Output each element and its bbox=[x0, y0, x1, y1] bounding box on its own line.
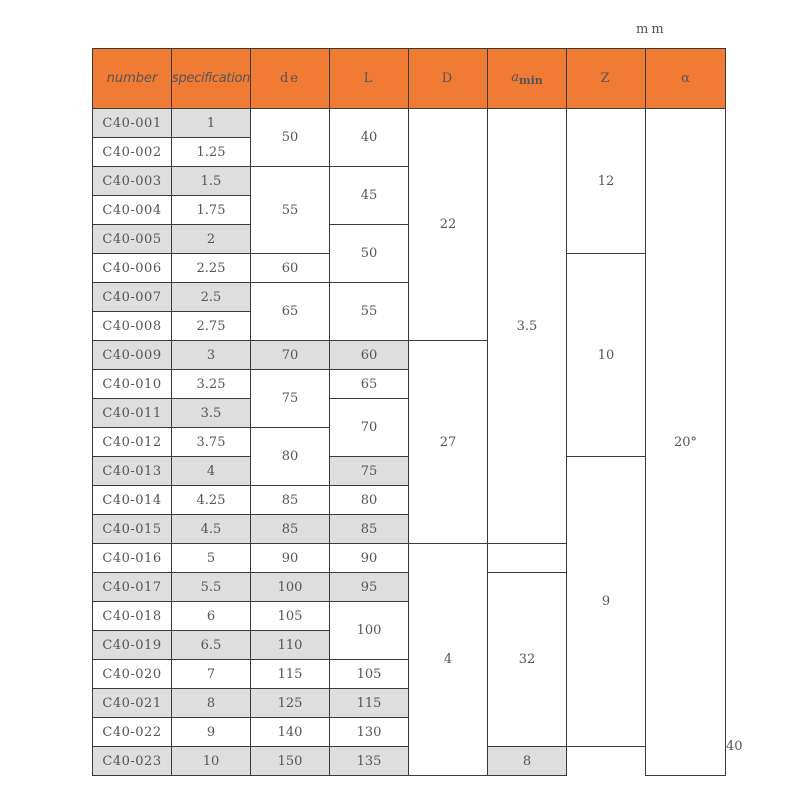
cell-l: 70 bbox=[330, 399, 409, 457]
cell-number: C40-013 bbox=[93, 457, 172, 486]
header-a-min bbox=[488, 49, 567, 109]
cell-de: 140 bbox=[251, 718, 330, 747]
cell-number: C40-003 bbox=[93, 167, 172, 196]
cell-l: 95 bbox=[330, 573, 409, 602]
cell-de: 115 bbox=[251, 660, 330, 689]
cell-spec: 1.5 bbox=[172, 167, 251, 196]
cell-number: C40-011 bbox=[93, 399, 172, 428]
cell-number: C40-019 bbox=[93, 631, 172, 660]
cell-number: C40-002 bbox=[93, 138, 172, 167]
cell-spec: 9 bbox=[172, 718, 251, 747]
cell-number: C40-006 bbox=[93, 254, 172, 283]
cell-z: 10 bbox=[567, 254, 646, 457]
cell-z: 9 bbox=[567, 457, 646, 747]
cell-de: 110 bbox=[251, 631, 330, 660]
cell-number: C40-012 bbox=[93, 428, 172, 457]
cell-l: 55 bbox=[330, 283, 409, 341]
cell-l: 75 bbox=[330, 457, 409, 486]
table-row: C40-022 9 140 130 40 bbox=[93, 718, 726, 747]
cell-alpha: 20° bbox=[646, 109, 726, 776]
cell-l: 65 bbox=[330, 370, 409, 399]
cell-l: 130 bbox=[330, 718, 409, 747]
cell-d: 32 bbox=[488, 573, 567, 747]
header-alpha: α bbox=[646, 49, 726, 109]
cell-spec: 1 bbox=[172, 109, 251, 138]
cell-de: 80 bbox=[251, 428, 330, 486]
cell-de: 55 bbox=[251, 167, 330, 254]
cell-number: C40-020 bbox=[93, 660, 172, 689]
cell-spec: 3.5 bbox=[172, 399, 251, 428]
cell-spec: 1.25 bbox=[172, 138, 251, 167]
cell-d: 27 bbox=[409, 341, 488, 544]
cell-de: 70 bbox=[251, 341, 330, 370]
cell-l: 90 bbox=[330, 544, 409, 573]
cell-number: C40-018 bbox=[93, 602, 172, 631]
cell-l: 60 bbox=[330, 341, 409, 370]
cell-spec: 3 bbox=[172, 341, 251, 370]
cell-l: 40 bbox=[330, 109, 409, 167]
cell-de: 65 bbox=[251, 283, 330, 341]
cell-d: 22 bbox=[409, 109, 488, 341]
cell-number: C40-014 bbox=[93, 486, 172, 515]
cell-l: 100 bbox=[330, 602, 409, 660]
cell-z: 8 bbox=[488, 747, 567, 776]
cell-de: 60 bbox=[251, 254, 330, 283]
cell-number: C40-007 bbox=[93, 283, 172, 312]
cell-a-min: 4 bbox=[409, 544, 488, 776]
header-specification: specification bbox=[172, 49, 251, 109]
cell-number: C40-016 bbox=[93, 544, 172, 573]
cell-l: 105 bbox=[330, 660, 409, 689]
cell-de: 50 bbox=[251, 109, 330, 167]
cell-spec: 10 bbox=[172, 747, 251, 776]
cell-spec: 5 bbox=[172, 544, 251, 573]
cell-number: C40-010 bbox=[93, 370, 172, 399]
cell-spec: 2.25 bbox=[172, 254, 251, 283]
header-number: number bbox=[93, 49, 172, 109]
cell-spec: 5.5 bbox=[172, 573, 251, 602]
cell-number: C40-005 bbox=[93, 225, 172, 254]
cell-de: 90 bbox=[251, 544, 330, 573]
cell-number: C40-017 bbox=[93, 573, 172, 602]
cell-l: 45 bbox=[330, 167, 409, 225]
cell-spec: 3.25 bbox=[172, 370, 251, 399]
cell-spec: 2 bbox=[172, 225, 251, 254]
cell-spec: 4.5 bbox=[172, 515, 251, 544]
cell-spec: 7 bbox=[172, 660, 251, 689]
cell-spec: 3.75 bbox=[172, 428, 251, 457]
cell-de: 85 bbox=[251, 515, 330, 544]
cell-number: C40-015 bbox=[93, 515, 172, 544]
cell-spec: 4 bbox=[172, 457, 251, 486]
header-d: D bbox=[409, 49, 488, 109]
cell-de: 100 bbox=[251, 573, 330, 602]
cell-l: 85 bbox=[330, 515, 409, 544]
header-de: de bbox=[251, 49, 330, 109]
cell-number: C40-001 bbox=[93, 109, 172, 138]
cell-l: 80 bbox=[330, 486, 409, 515]
cell-number: C40-021 bbox=[93, 689, 172, 718]
header-z: Z bbox=[567, 49, 646, 109]
cell-number: C40-009 bbox=[93, 341, 172, 370]
cell-spec: 8 bbox=[172, 689, 251, 718]
cell-number: C40-023 bbox=[93, 747, 172, 776]
cell-spec: 6.5 bbox=[172, 631, 251, 660]
cell-de: 150 bbox=[251, 747, 330, 776]
header-a-main: a bbox=[511, 70, 519, 85]
cell-number: C40-022 bbox=[93, 718, 172, 747]
cell-spec: 6 bbox=[172, 602, 251, 631]
cell-z: 12 bbox=[567, 109, 646, 254]
cell-l: 115 bbox=[330, 689, 409, 718]
cell-spec: 2.75 bbox=[172, 312, 251, 341]
cell-de: 85 bbox=[251, 486, 330, 515]
cell-a-min: 3.5 bbox=[488, 109, 567, 544]
cell-de: 125 bbox=[251, 689, 330, 718]
table-row bbox=[93, 109, 726, 138]
cell-number: C40-008 bbox=[93, 312, 172, 341]
cell-spec: 4.25 bbox=[172, 486, 251, 515]
unit-label: mm bbox=[636, 22, 667, 37]
cell-spec: 2.5 bbox=[172, 283, 251, 312]
cell-de: 105 bbox=[251, 602, 330, 631]
cell-number: C40-004 bbox=[93, 196, 172, 225]
header-a-sub: min bbox=[518, 74, 543, 87]
spec-table bbox=[92, 48, 743, 776]
header-row bbox=[93, 49, 726, 109]
cell-de: 75 bbox=[251, 370, 330, 428]
header-l: L bbox=[330, 49, 409, 109]
cell-l: 135 bbox=[330, 747, 409, 776]
cell-spec: 1.75 bbox=[172, 196, 251, 225]
cell-l: 50 bbox=[330, 225, 409, 283]
